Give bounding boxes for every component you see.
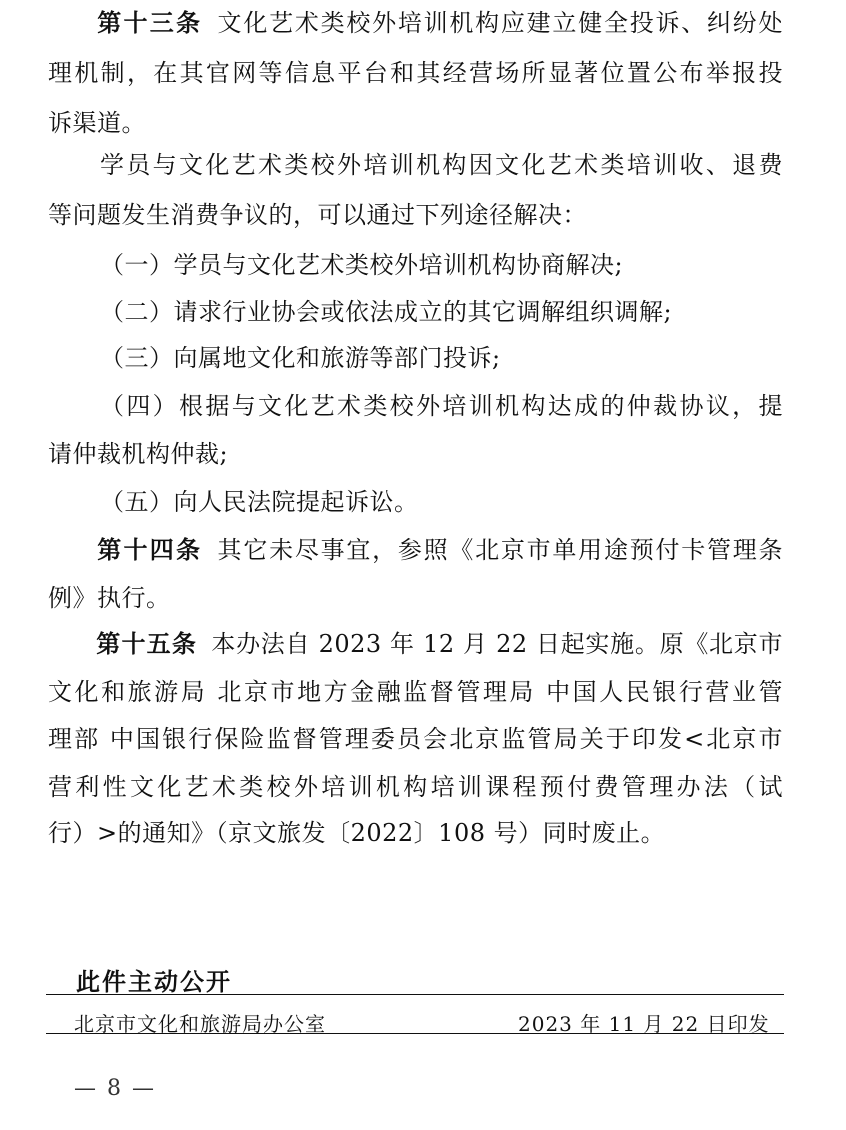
article-15-line-2: 文化和旅游局 北京市地方金融监督管理局 中国人民银行营业管 — [48, 678, 783, 706]
footer-rule-top — [46, 994, 784, 995]
page-number: — 8 — — [74, 1076, 156, 1101]
article-13-line-3: 诉渠道。 — [48, 109, 146, 137]
article-15-line-4: 营利性文化艺术类校外培训机构培训课程预付费管理办法（试 — [48, 773, 783, 801]
disclosure-label: 此件主动公开 — [76, 968, 232, 996]
article-15-line-5: 行）>的通知》（京文旅发〔2022〕108 号）同时废止。 — [48, 819, 666, 847]
article-13-heading: 第十三条 — [96, 9, 203, 37]
list-item-1: （一）学员与文化艺术类校外培训机构协商解决; — [100, 251, 624, 279]
article-14-line-1: 第十四条 其它未尽事宜，参照《北京市单用途预付卡管理条 — [96, 536, 783, 564]
paragraph-2-line-2: 等问题发生消费争议的，可以通过下列途径解决： — [48, 201, 587, 229]
list-item-4-line-2: 请仲裁机构仲裁; — [48, 440, 229, 468]
article-15-heading: 第十五条 — [96, 630, 198, 658]
list-item-5: （五）向人民法院提起诉讼。 — [100, 488, 419, 516]
list-item-4-line-1: （四）根据与文化艺术类校外培训机构达成的仲裁协议，提 — [100, 392, 783, 420]
article-14-heading: 第十四条 — [96, 536, 203, 564]
issue-date: 2023 年 11 月 22 日印发 — [518, 1012, 770, 1036]
list-item-2: （二）请求行业协会或依法成立的其它调解组织调解; — [100, 298, 673, 326]
article-13-line-2: 理机制，在其官网等信息平台和其经营场所显著位置公布举报投 — [48, 59, 783, 87]
article-15-line-3: 理部 中国银行保险监督管理委员会北京监管局关于印发<北京市 — [48, 725, 783, 753]
article-13-line-1: 第十三条 文化艺术类校外培训机构应建立健全投诉、纠纷处 — [96, 9, 783, 37]
issuer-name: 北京市文化和旅游局办公室 — [74, 1012, 326, 1036]
paragraph-2-line-1: 学员与文化艺术类校外培训机构因文化艺术类培训收、退费 — [100, 151, 783, 179]
article-15-line-1: 第十五条 本办法自 2023 年 12 月 22 日起实施。原《北京市 — [96, 630, 783, 658]
list-item-3: （三）向属地文化和旅游等部门投诉; — [100, 344, 501, 372]
footer-rule-bottom — [46, 1033, 784, 1034]
article-14-line-2: 例》执行。 — [48, 584, 171, 612]
